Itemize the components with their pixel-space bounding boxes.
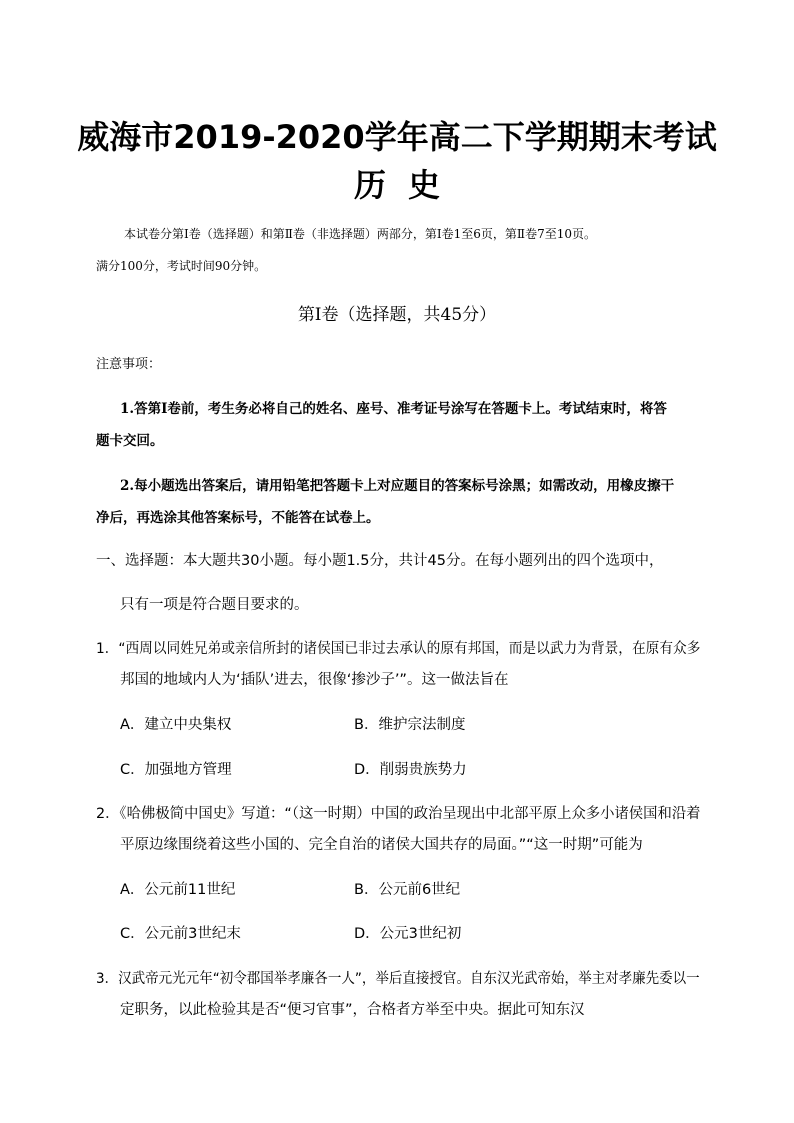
question-1-line-2: 邦国的地域内人为‘插队’进去，很像‘掺沙子’”。这一做法旨在: [120, 672, 509, 688]
notice-item-2-line-1: 2.每小题选出答案后，请用铅笔把答题卡上对应题目的答案标号涂黑；如需改动，用橡皮擦干: [120, 478, 675, 494]
question-1-option-c: C．加强地方管理: [120, 762, 232, 778]
notice-item-1-line-1: 1.答第Ⅰ卷前，考生务必将自己的姓名、座号、准考证号涂写在答题卡上。考试结束时，将答: [120, 401, 667, 417]
notice-item-2-line-2: 净后，再选涂其他答案标号，不能答在试卷上。: [96, 510, 380, 526]
part-1-instruction-line-2: 只有一项是符合题目要求的。: [120, 597, 309, 613]
question-3-line-1: 3．汉武帝元光元年“初令郡国举孝廉各一人”，举后直接授官。自东汉光武帝始，举主对孝廉先委以一: [96, 971, 700, 987]
question-3-line-2: 定职务，以此检验其是否“便习官事”，合格者方举至中央。据此可知东汉: [120, 1002, 585, 1018]
question-2-option-d: D．公元3世纪初: [354, 926, 462, 942]
question-2-option-b: B．公元前6世纪: [354, 882, 461, 898]
section-title: 第Ⅰ卷（选择题，共45分）: [297, 305, 497, 325]
question-2-option-c: C．公元前3世纪末: [120, 926, 241, 942]
part-1-instruction-line-1: 一、选择题：本大题共30小题。每小题1.5分，共计45分。在每小题列出的四个选项中，: [96, 553, 664, 569]
question-2-line-2: 平原边缘围绕着这些小国的、完全自治的诸侯大国共存的局面。”“这一时期”可能为: [120, 837, 643, 853]
subject-title: 历史: [353, 166, 462, 204]
question-2-option-a: A．公元前11世纪: [120, 882, 236, 898]
question-1-option-b: B．维护宗法制度: [354, 717, 466, 733]
exam-title: 威海市2019-2020学年高二下学期期末考试: [77, 118, 717, 156]
intro-line-1: 本试卷分第Ⅰ卷（选择题）和第Ⅱ卷（非选择题）两部分，第Ⅰ卷1至6页，第Ⅱ卷7至10页。: [124, 227, 596, 241]
question-1-line-1: 1．“西周以同姓兄弟或亲信所封的诸侯国已非过去承认的原有邦国，而是以武力为背景，在原有众多: [96, 641, 701, 657]
question-1-option-a: A．建立中央集权: [120, 717, 232, 733]
notice-heading: 注意事项：: [96, 357, 162, 372]
notice-item-1-line-2: 题卡交回。: [96, 433, 164, 449]
question-2-line-1: 2．《哈佛极简中国史》写道：“（这一时期）中国的政治呈现出中北部平原上众多小诸侯国和沿着: [96, 806, 701, 822]
intro-line-2: 满分100分，考试时间90分钟。: [96, 259, 267, 273]
question-1-option-d: D．削弱贵族势力: [354, 762, 467, 778]
